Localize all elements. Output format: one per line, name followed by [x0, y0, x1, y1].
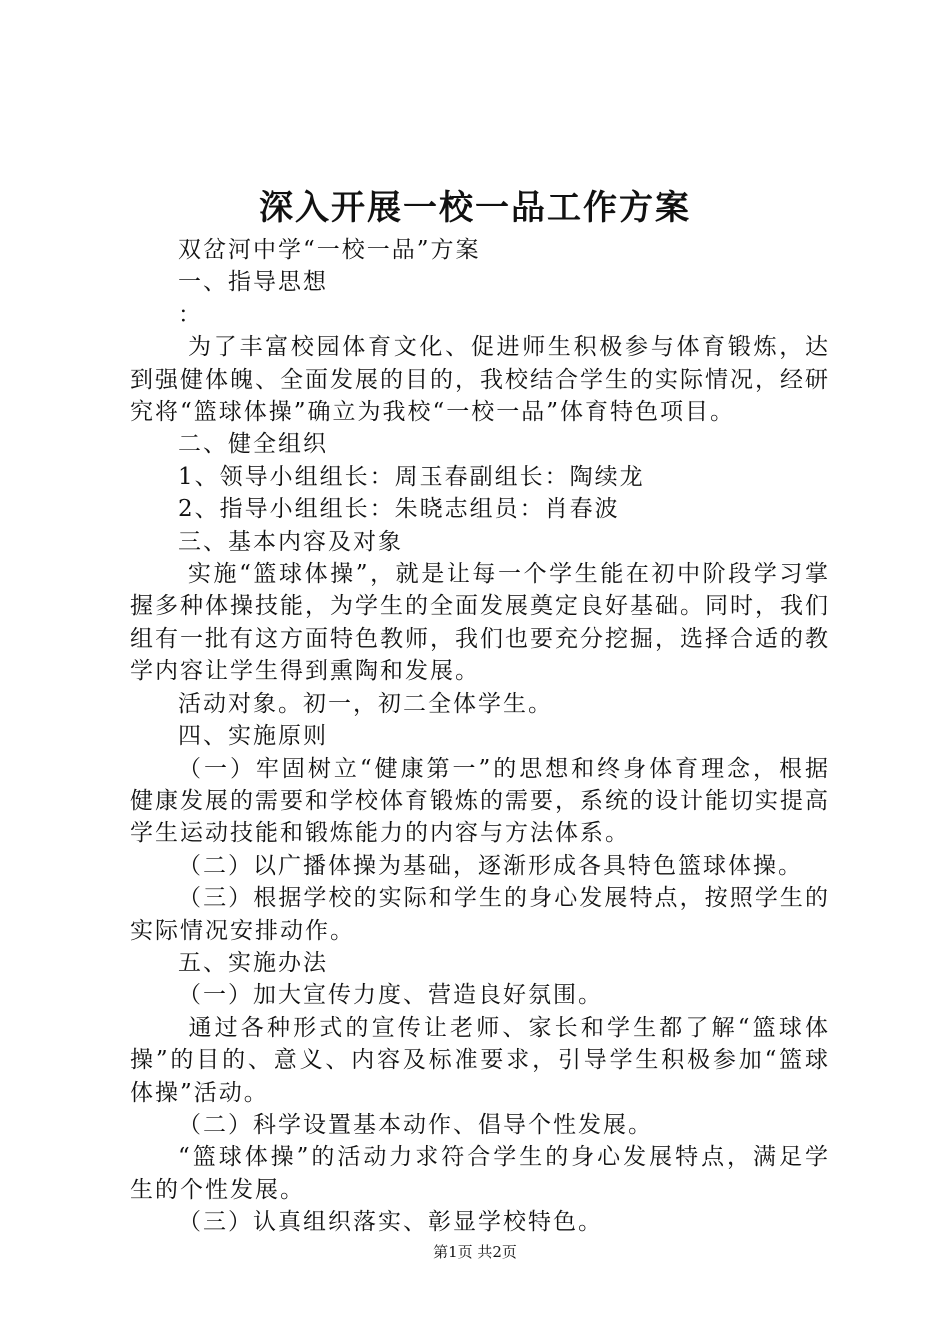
heading-content-target: 三、基本内容及对象	[178, 528, 403, 555]
heading-principles: 四、实施原则	[178, 723, 328, 750]
paragraph-method-1: （一）加大宣传力度、营造良好氛围。	[178, 982, 603, 1009]
paragraph-purpose: 为了丰富校园体育文化、促进师生积极参与体育锻炼，达到强健体魄、全面发展的目的，我校结合学生的实际情况，经研究将“篮球体操”确立为我校“一校一品”体育特色项目。	[130, 334, 831, 426]
page-number: 第1页 共2页	[433, 1243, 517, 1261]
paragraph-guidance-group: 2、指导小组组长：朱晓志组员：肖春波	[178, 496, 620, 523]
paragraph-principle-3: （三）根据学校的实际和学生的身心发展特点，按照学生的实际情况安排动作。	[130, 885, 830, 944]
paragraph-method-3: （三）认真组织落实、彰显学校特色。	[178, 1209, 603, 1236]
paragraph-principle-1: （一）牢固树立“健康第一”的思想和终身体育理念，根据健康发展的需要和学校体育锻炼的需要，系统的设计能切实提高学生运动技能和锻炼能力的内容与方法体系。	[130, 755, 830, 847]
paragraph-method-1-detail: 通过各种形式的宣传让老师、家长和学生都了解“篮球体操”的目的、意义、内容及标准要求，引导学生积极参加“篮球体操”活动。	[130, 1014, 830, 1106]
paragraph-school-plan: 双岔河中学“一校一品”方案	[178, 237, 481, 263]
heading-methods: 五、实施办法	[178, 949, 328, 976]
paragraph-implementation: 实施“篮球体操”，就是让每一个学生能在初中阶段学习掌握多种体操技能，为学生的全面发展奠定良好基础。同时，我们组有一批有这方面特色教师，我们也要充分挖掘，选择合适的教学内容让学生得到熏陶和发展。	[130, 561, 830, 685]
paragraph-method-2: （二）科学设置基本动作、倡导个性发展。	[178, 1111, 653, 1138]
document-body	[130, 234, 830, 1239]
paragraph-colon: ：	[178, 301, 203, 328]
heading-guiding-thought: 一、指导思想	[178, 269, 328, 296]
paragraph-principle-2: （二）以广播体操为基础，逐渐形成各具特色篮球体操。	[178, 852, 803, 879]
paragraph-activity-target: 活动对象。初一，初二全体学生。	[178, 690, 553, 717]
heading-organization: 二、健全组织	[178, 431, 328, 458]
paragraph-method-2-detail: “篮球体操”的活动力求符合学生的身心发展特点，满足学生的个性发展。	[130, 1144, 830, 1203]
document-title: 深入开展一校一品工作方案	[259, 188, 691, 228]
paragraph-leadership-group: 1、领导小组组长：周玉春副组长：陶续龙	[178, 463, 645, 490]
